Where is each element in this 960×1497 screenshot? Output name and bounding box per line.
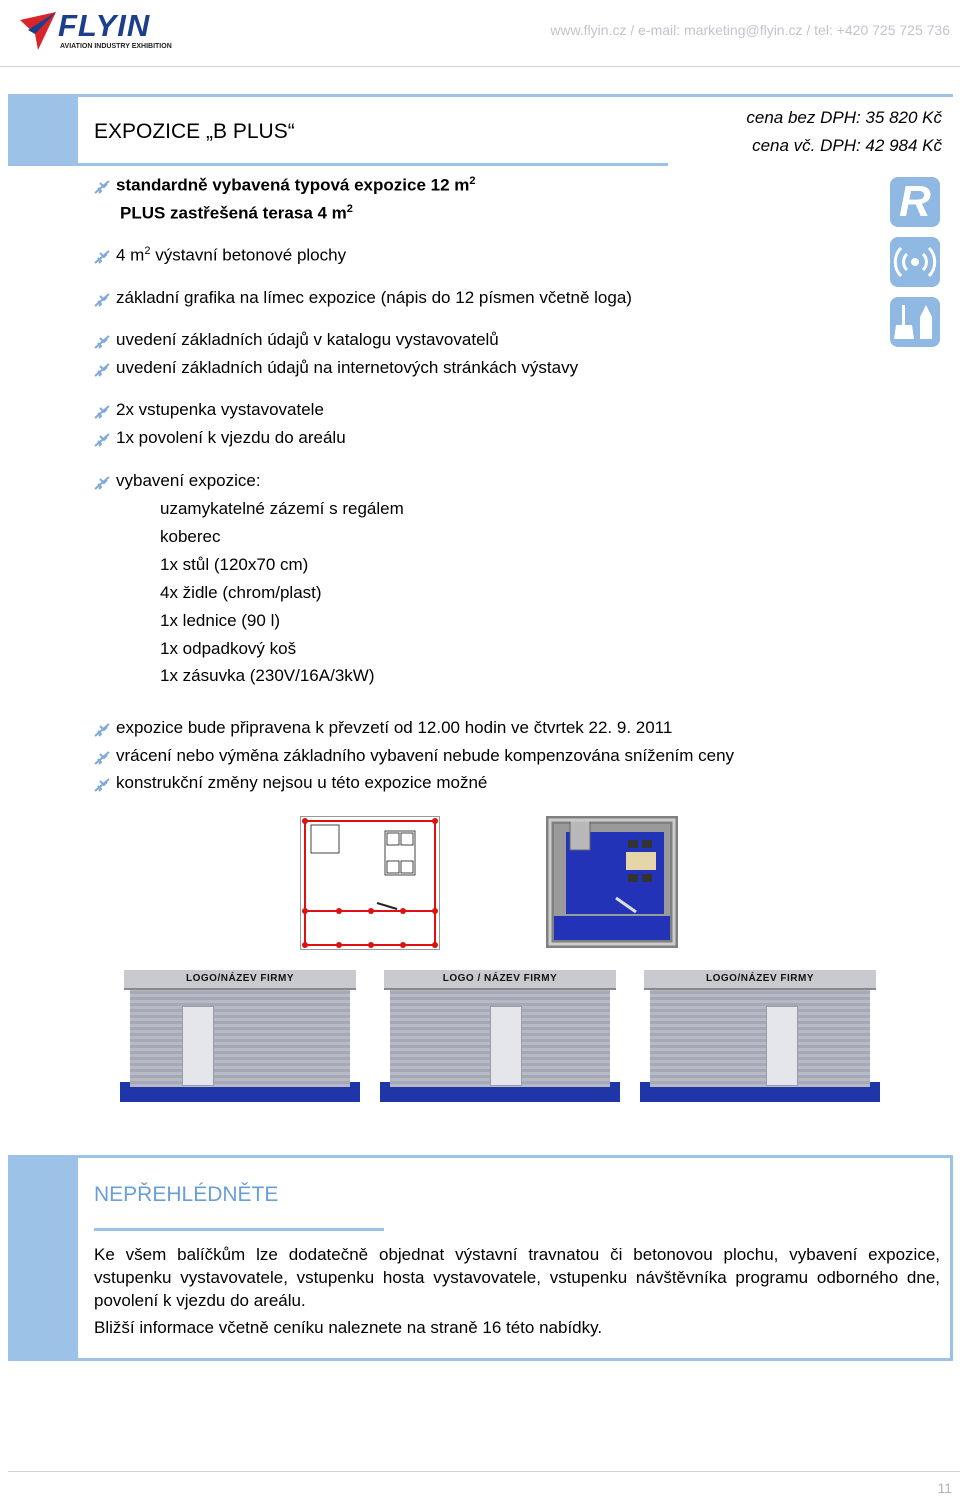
- equipment-item: 1x lednice (90 l): [160, 611, 281, 630]
- stand-fascia-label: LOGO / NÁZEV FIRMY: [384, 970, 616, 990]
- feature-no-compensation: vrácení nebo výměna základního vybavení nebude kompenzována snížením ceny: [116, 746, 735, 765]
- title-band-left: [8, 94, 78, 166]
- price-with-vat: cena vč. DPH: 42 984 Kč: [752, 136, 942, 155]
- brand-name: FLYIN: [58, 8, 151, 43]
- notice-paragraph: Ke všem balíčkům lze dodatečně objednat výstavní travnatou či betonovou plochu, vybavení expozice, vstupenku vystavovatele, vstupenku hosta vystavovatele, vstupenku návštěvníka programu odborného dne, povolení k vjezdu do areálu.: [94, 1245, 940, 1310]
- contact-info: www.flyin.cz / e-mail: marketing@flyin.cz / tel: +420 725 725 736: [550, 22, 950, 38]
- page-number: 11: [937, 1480, 952, 1496]
- feature-concrete-area: 4 $m^2$ výstavní betonové plochy: [116, 245, 347, 265]
- stand-render-left: [120, 970, 360, 1102]
- equipment-item: uzamykatelné zázemí s regálem: [160, 499, 404, 518]
- equipment-item: 4x židle (chrom/plast): [160, 583, 322, 602]
- registered-icon: R: [890, 177, 940, 227]
- notice-title-rule: [94, 1228, 384, 1231]
- airplane-bullet-icon: [94, 292, 110, 308]
- airplane-bullet-icon: [94, 362, 110, 378]
- page-title: EXPOZICE „B PLUS“: [94, 120, 295, 143]
- floor-plan-image: [300, 816, 440, 950]
- stand-top-view-image: [546, 816, 678, 948]
- feature-catalogue-listing: uvedení základních údajů v katalogu vystavovatelů: [116, 330, 499, 349]
- title-band-top: [8, 94, 953, 97]
- notice-title: NEPŘEHLÉDNĚTE: [94, 1183, 279, 1206]
- feature-no-changes: konstrukční změny nejsou u této expozice možné: [116, 773, 488, 792]
- header-divider: [0, 66, 960, 67]
- equipment-item: 1x stůl (120x70 cm): [160, 555, 309, 574]
- notice-reference: Bližší informace včetně ceníku naleznete na straně 16 této nabídky.: [94, 1318, 603, 1337]
- footer-divider: [8, 1471, 960, 1472]
- airplane-bullet-icon: [94, 334, 110, 350]
- feature-equipment-heading: vybavení expozice:: [116, 471, 261, 490]
- airplane-bullet-icon: [94, 404, 110, 420]
- feature-roofed-terrace: PLUS zastřešená terasa 4 $m^2$: [120, 203, 353, 223]
- airplane-bullet-icon: [94, 750, 110, 766]
- airplane-bullet-icon: [94, 179, 110, 195]
- price-without-vat: cena bez DPH: 35 820 Kč: [746, 108, 942, 127]
- feature-exhibitor-tickets: 2x vstupenka vystavovatele: [116, 400, 324, 419]
- feature-standard-stand: standardně vybavená typová expozice 12 $m^2$: [116, 175, 476, 195]
- equipment-item: 1x odpadkový koš: [160, 639, 297, 658]
- airplane-bullet-icon: [94, 432, 110, 448]
- feature-entry-permit: 1x povolení k vjezdu do areálu: [116, 428, 346, 447]
- airplane-bullet-icon: [94, 722, 110, 738]
- stand-render-right: [640, 970, 880, 1102]
- feature-handover-date: expozice bude připravena k převzetí od 12.00 hodin ve čtvrtek 22. 9. 2011: [116, 718, 673, 737]
- flyin-logo: [18, 10, 178, 54]
- wireless-signal-icon: [890, 237, 940, 287]
- airplane-bullet-icon: [94, 777, 110, 793]
- cleaning-tools-icon: [890, 297, 940, 347]
- equipment-item: koberec: [160, 527, 221, 546]
- title-band-bottom: [8, 163, 668, 166]
- notice-box-band: [8, 1155, 78, 1361]
- feature-basic-graphics: základní grafika na límec expozice (nápis do 12 písmen včetně loga): [116, 288, 632, 307]
- stand-fascia-label: LOGO/NÁZEV FIRMY: [644, 970, 876, 990]
- stand-fascia-label: LOGO/NÁZEV FIRMY: [124, 970, 356, 990]
- brand-subtitle: AVIATION INDUSTRY EXHIBITION: [60, 43, 172, 50]
- stand-render-front: [380, 970, 620, 1102]
- airplane-bullet-icon: [94, 475, 110, 491]
- airplane-bullet-icon: [94, 249, 110, 265]
- airplane-logo-icon: [18, 10, 58, 54]
- equipment-item: 1x zásuvka (230V/16A/3kW): [160, 666, 375, 685]
- feature-web-listing: uvedení základních údajů na internetových stránkách výstavy: [116, 358, 579, 377]
